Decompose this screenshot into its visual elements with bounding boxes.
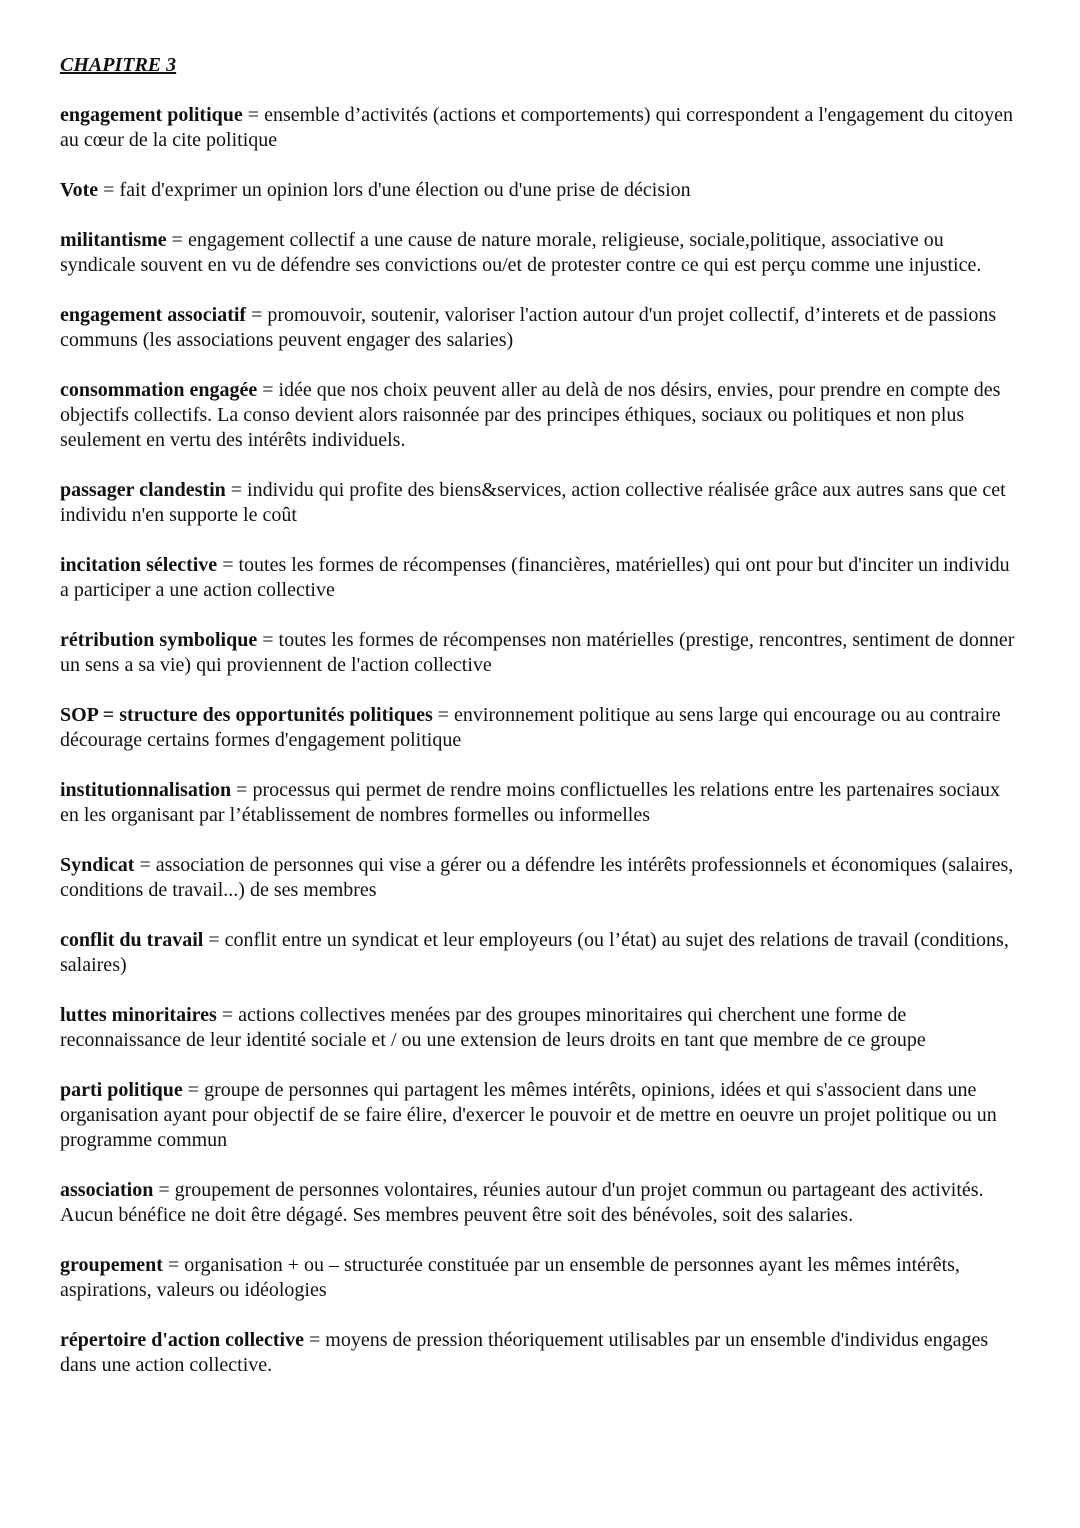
entry-definition: individu qui profite des biens&services, action collective réalisée grâce aux autres sans que cet individu n'en supporte le coût (60, 479, 1006, 526)
glossary-entry (60, 1253, 1020, 1303)
entry-separator: = (246, 304, 268, 326)
glossary-entry (60, 1003, 1020, 1053)
entry-separator: = (166, 229, 188, 251)
entry-term: consommation engagée (60, 379, 258, 401)
entry-definition: toutes les formes de récompenses (financières, matérielles) qui ont pour but d'inciter un individu a participer a une action collective (60, 554, 1010, 601)
entry-definition: idée que nos choix peuvent aller au delà de nos désirs, envies, pour prendre en compte des objectifs collectifs. La conso devient alors raisonnée par des principes éthiques, sociaux ou politiques et non plus seulement en vertu des intérêts individuels. (60, 379, 1001, 451)
entry-separator: = (432, 704, 455, 726)
glossary-entry (60, 103, 1020, 153)
entry-definition: toutes les formes de récompenses non matérielles (prestige, rencontres, sentiment de donner un sens a sa vie) qui proviennent de l'action collective (60, 629, 1015, 676)
entry-separator: = (242, 104, 265, 126)
entry-definition: organisation + ou – structurée constituée par un ensemble de personnes ayant les mêmes intérêts, aspirations, valeurs ou idéologies (60, 1254, 960, 1301)
entry-separator: = (217, 554, 239, 576)
glossary-entry (60, 303, 1020, 353)
glossary-entry (60, 1078, 1020, 1153)
glossary-entry (60, 178, 1020, 203)
entry-term: Syndicat (60, 854, 135, 876)
entry-term: groupement (60, 1254, 163, 1276)
entry-term: engagement politique (60, 104, 243, 126)
entry-term: passager clandestin (60, 479, 226, 501)
glossary-entry (60, 378, 1020, 453)
entry-term: conflit du travail (60, 929, 204, 951)
entry-separator: = (162, 1254, 185, 1276)
entry-definition: groupe de personnes qui partagent les mêmes intérêts, opinions, idées et qui s'associent dans une organisation ayant pour objectif de se faire élire, d'exercer le pouvoir et de mettre en oeuvre un projet politique ou un programme commun (60, 1079, 997, 1151)
entry-definition: groupement de personnes volontaires, réunies autour d'un projet commun ou partageant des activités. Aucun bénéfice ne doit être dégagé. Ses membres peuvent être soit des bénévoles, soit des salaries. (60, 1179, 984, 1226)
entry-definition: fait d'exprimer un opinion lors d'une élection ou d'une prise de décision (119, 179, 691, 201)
entry-term: association (60, 1179, 154, 1201)
entry-definition: engagement collectif a une cause de nature morale, religieuse, sociale,politique, associative ou syndicale souvent en vu de défendre ses convictions ou/et de protester contre ce qui est perçu comme une injustice. (60, 229, 982, 276)
entry-definition: association de personnes qui vise a gérer ou a défendre les intérêts professionnels et économiques (salaires, conditions de travail...) de ses membres (60, 854, 1014, 901)
entry-definition: actions collectives menées par des groupes minoritaires qui cherchent une forme de reconnaissance de leur identité sociale et / ou une extension de leurs droits en tant que membre de ce groupe (60, 1004, 926, 1051)
entry-definition: promouvoir, soutenir, valoriser l'action autour d'un projet collectif, d’interets et de passions communs (les associations peuvent engager des salaries) (60, 304, 997, 351)
entry-term: SOP = structure des opportunités politiques (60, 704, 433, 726)
entry-definition: moyens de pression théoriquement utilisables par un ensemble d'individus engages dans une action collective. (60, 1329, 989, 1376)
entry-separator: = (182, 1079, 205, 1101)
entry-term: institutionnalisation (60, 779, 232, 801)
entry-term: parti politique (60, 1079, 183, 1101)
entry-term: Vote (60, 179, 99, 201)
entry-separator: = (303, 1329, 326, 1351)
glossary-entry (60, 778, 1020, 828)
glossary-entry (60, 703, 1020, 753)
glossary-entry (60, 628, 1020, 678)
document-page (60, 53, 1020, 1403)
entry-term: répertoire d'action collective (60, 1329, 304, 1351)
entry-definition: conflit entre un syndicat et leur employeurs (ou l’état) au sujet des relations de travail (conditions, salaires) (60, 929, 1009, 976)
entry-term: incitation sélective (60, 554, 218, 576)
entry-term: engagement associatif (60, 304, 247, 326)
entry-definition: processus qui permet de rendre moins conflictuelles les relations entre les partenaires sociaux en les organisant par l’établissement de nombres formelles ou informelles (60, 779, 1000, 826)
entry-separator: = (203, 929, 225, 951)
entry-separator: = (231, 779, 253, 801)
glossary-entry (60, 928, 1020, 978)
entry-term: militantisme (60, 229, 167, 251)
entry-definition: environnement politique au sens large qui encourage ou au contraire décourage certains formes d'engagement politique (60, 704, 1001, 751)
glossary-entry (60, 853, 1020, 903)
entry-separator: = (98, 179, 120, 201)
glossary-entry (60, 553, 1020, 603)
entry-separator: = (216, 1004, 239, 1026)
entry-separator: = (225, 479, 248, 501)
chapter-title: CHAPITRE 3 (60, 54, 177, 76)
entry-definition: ensemble d’activités (actions et comportements) qui correspondent a l'engagement du citoyen au cœur de la cite politique (60, 104, 1013, 151)
glossary-entry (60, 1328, 1020, 1378)
glossary-entry (60, 478, 1020, 528)
entry-separator: = (134, 854, 156, 876)
entry-term: luttes minoritaires (60, 1004, 217, 1026)
glossary-entry (60, 1178, 1020, 1228)
glossary-entry (60, 228, 1020, 278)
entry-separator: = (257, 379, 279, 401)
entry-term: rétribution symbolique (60, 629, 258, 651)
entry-separator: = (153, 1179, 175, 1201)
entry-separator: = (257, 629, 279, 651)
